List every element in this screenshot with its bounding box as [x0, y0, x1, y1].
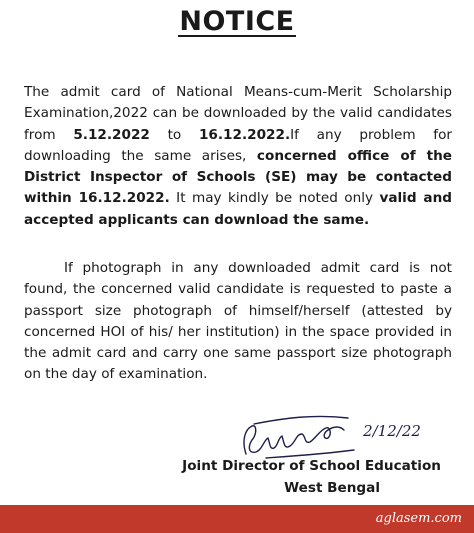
signature-image: [224, 404, 424, 462]
start-date: 5.12.2022: [73, 126, 150, 143]
footer-bar: [0, 505, 474, 533]
notice-paragraph-2: If photograph in any downloaded admit card is not found, the concerned valid candidate is requested to paste a passport size photograph of himself/herself (attested by concerned HOI of his/ her institution) in the space provided in the admit card and carry one same passport size photograph on the day of examination.: [24, 260, 452, 383]
notice-paragraph-1: [24, 82, 452, 231]
paragraph-1-text-a: The admit card of National Means-cum-Merit Scholarship Examination,2022 can be downloaded by the valid candidates from: [24, 84, 452, 143]
paragraph-1-text-b: to: [149, 126, 199, 143]
paragraph-1-text-c: If any problem for downloading the same arises,: [24, 126, 452, 164]
end-date: 16.12.2022.: [198, 126, 291, 143]
signature-date: 2/12/22: [363, 422, 421, 440]
brand-logo-text: aglasem.com: [375, 511, 462, 526]
contact-office-text: concerned office of the District Inspector of Schools (SE) may be contacted within 16.12.2022.: [24, 147, 452, 207]
signer-title: Joint Director of School Education: [182, 458, 441, 474]
paragraph-1-text-d: It may kindly be noted only: [169, 190, 380, 207]
valid-applicants-text: valid and accepted applicants can download the same.: [24, 190, 452, 228]
signer-org: West Bengal: [284, 480, 380, 496]
notice-title-text: NOTICE: [179, 6, 295, 37]
notice-title: [0, 6, 474, 37]
